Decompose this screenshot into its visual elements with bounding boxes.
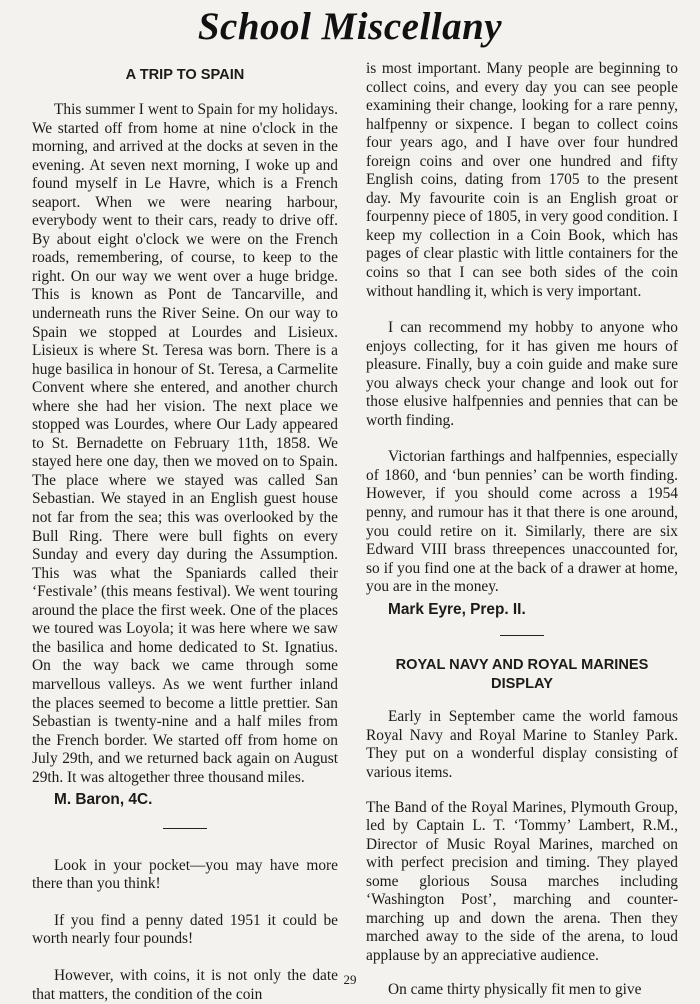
article-paragraph: On came thirty physically fit men to give [388,981,642,999]
article-paragraph: This summer I went to Spain for my holidays. We started off from home at nine o'clock in the morning, and arrived at the docks at seven in the evening. At seven next morning, I woke up and found myself in Le Havre, which is a French seaport. When we were nearing harbour, everybody went to their cars, ready to drive off. By about eight o'clock we were on the French roads, remembering, of course, to keep to the right. On our way we went over a huge bridge. This is known as Pont de Tancarville, and underneath runs the River Seine. On our way to Spain we stopped at Lourdes and Lisieux. Lisieux is where St. Teresa was born. There is a huge basilica in honour of St. Teresa, a Carmelite Convent where she entered, and another church where she had her vision. The next place we stopped was Lourdes, where Our Lady appeared to St. Bernadette on February 11th, 1858. We stayed here one day, then we moved on to Spain. The place where we stayed was called San Sebastian. We stayed in an English guest house not far from the sea; this was overlooked by the Bull Ring. There were bull fights on every Sunday and every day during the Assumption. This was what the Spaniards called their ‘Festivale’ (this means festival). We went touring around the place the first week. One of the places we toured was Loyola; it was here where we saw the basilica and home dedicated to St. Ignatius. On the way back we came through some marvellous valleys. As we went further inland the places seemed to become a little prettier. San Sebastian is twenty-nine and a half miles from the French border. We started off from home on July 29th, and we returned back again on August 29th. It was altogether three thousand miles. [32,101,338,786]
article-paragraph-continued: is most important. Many people are beginning to collect coins, and every day you can see people examining their change, looking for a rare penny, halfpenny or sixpence. I began to collect coins four years ago, and I have over four hundred foreign coins and over one hundred and fifty English coins, dating from 1705 to the present day. My favourite coin is an English groat or fourpenny piece of 1805, in very good condition. I keep my collection in a Coin Book, which has pages of clear plastic with little containers for the coins so that I can see both sides of the coin without handling it, which is very important. [366,60,678,300]
article-author: M. Baron, 4C. [54,791,153,809]
article-paragraph: The Band of the Royal Marines, Plymouth Group, led by Captain L. T. ‘Tommy’ Lambert, R.M., Director of Music Royal Marines, marched on with perfect precision and timing. They played some glorious Sousa marches including ‘Washington Post’, marching and counter-marching up and down the arena. Then they marched away to the side of the arena, to loud applause by an appreciative audience. [366,798,678,964]
left-column [32,60,338,1004]
article-title-royal-navy: ROYAL NAVY AND ROYAL MARINES DISPLAY [395,657,649,693]
article-title-trip-to-spain: A TRIP TO SPAIN [125,67,245,83]
article-paragraph: Look in your pocket—you may have more there than you think! [32,856,338,893]
article-paragraph: Early in September came the world famous Royal Navy and Royal Marine to Stanley Park. They put on a wonderful display consisting of various items. [366,708,678,781]
article-paragraph: If you find a penny dated 1951 it could be worth nearly four pounds! [32,911,338,948]
right-column [366,60,678,1000]
page-number: 29 [343,972,357,987]
article-paragraph: Victorian farthings and halfpennies, especially of 1860, and ‘bun pennies’ can be worth finding. However, if you should come across a 1954 penny, and rumour has it that there is one around, you could retire on it. Similarly, there are six Edward VIII brass threepences unaccounted for, so if you find one at the back of a drawer at home, you are in the money. [366,448,678,596]
article-paragraph: I can recommend my hobby to anyone who enjoys collecting, for it has given me hours of pleasure. Finally, buy a coin guide and make sure you always check your change and look out for those elusive halfpennies and pennies that can be worth finding. [366,319,678,429]
article-author: Mark Eyre, Prep. II. [388,600,526,618]
page-masthead: School Miscellany [197,5,503,48]
article-paragraph: However, with coins, it is not only the date that matters, the condition of the coin [32,966,338,1003]
